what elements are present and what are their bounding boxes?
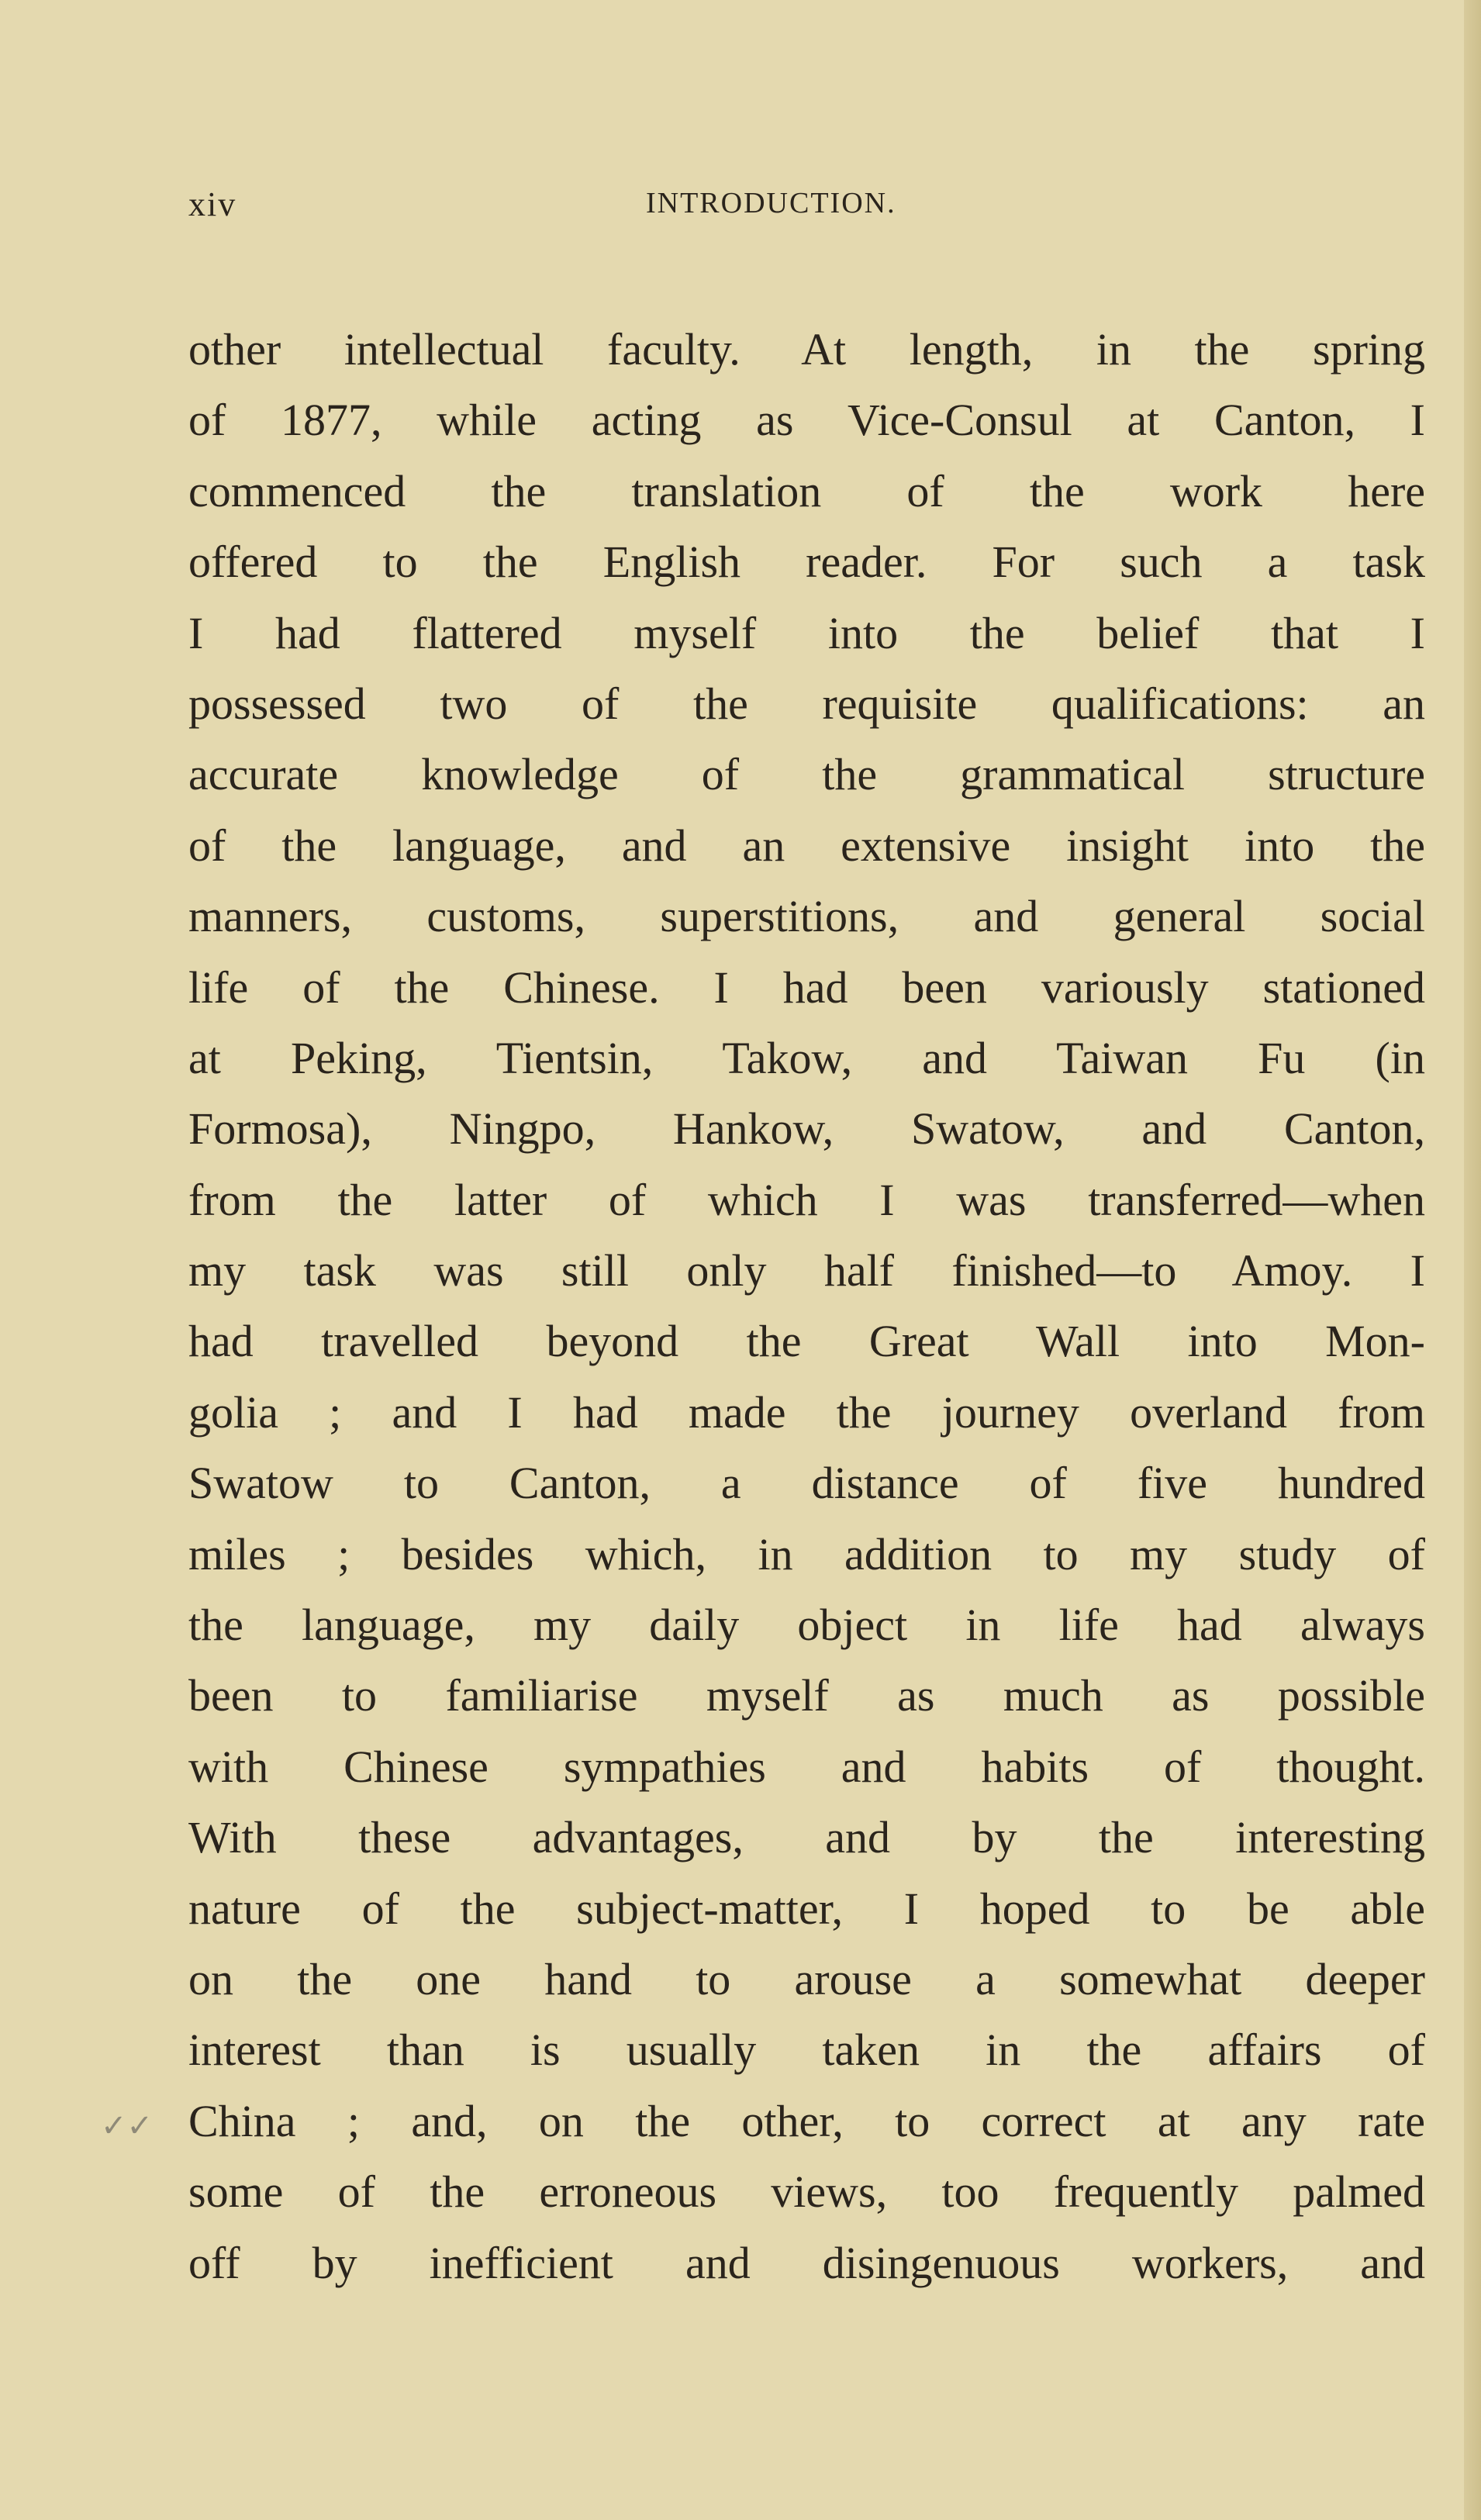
text-line: China ; and, on the other, to correct at any rate bbox=[188, 2095, 1425, 2146]
text-line: of the language, and an extensive insight into the bbox=[188, 820, 1425, 871]
text-line: I had flattered myself into the belief that I bbox=[188, 607, 1425, 658]
text-line: with Chinese sympathies and habits of thought. bbox=[188, 1741, 1425, 1792]
page-header bbox=[188, 185, 1421, 231]
body-text bbox=[188, 314, 1425, 2298]
text-line: other intellectual faculty. At length, in the spring bbox=[188, 324, 1425, 375]
text-line: from the latter of which I was transferred—when bbox=[188, 1174, 1425, 1225]
text-line: accurate knowledge of the grammatical structure bbox=[188, 749, 1425, 800]
text-line: interest than is usually taken in the affairs of bbox=[188, 2025, 1425, 2076]
text-line: of 1877, while acting as Vice-Consul at Canton, I bbox=[188, 395, 1425, 446]
text-line: With these advantages, and by the interesting bbox=[188, 1812, 1425, 1863]
text-line: the language, my daily object in life had always bbox=[188, 1600, 1425, 1651]
text-line: commenced the translation of the work here bbox=[188, 465, 1425, 516]
text-line: golia ; and I had made the journey overland from bbox=[188, 1386, 1425, 1438]
text-line: possessed two of the requisite qualifications: an bbox=[188, 678, 1425, 729]
text-line: life of the Chinese. I had been variously stationed bbox=[188, 961, 1425, 1013]
text-line: had travelled beyond the Great Wall into Mon- bbox=[188, 1316, 1425, 1367]
page-number: xiv bbox=[188, 185, 237, 223]
text-line: nature of the subject-matter, I hoped to be able bbox=[188, 1883, 1425, 1934]
text-line: at Peking, Tientsin, Takow, and Taiwan Fu (in bbox=[188, 1032, 1425, 1083]
text-line: manners, customs, superstitions, and general social bbox=[188, 891, 1425, 942]
running-head: INTRODUCTION. bbox=[646, 187, 896, 219]
page-edge bbox=[1464, 0, 1481, 2520]
pencil-checkmark-icon: ✓✓ bbox=[101, 2108, 154, 2143]
text-line: off by inefficient and disingenuous workers, and bbox=[188, 2237, 1425, 2288]
text-line: my task was still only half finished—to Amoy. I bbox=[188, 1245, 1425, 1296]
text-line: some of the erroneous views, too frequently palmed bbox=[188, 2166, 1425, 2218]
text-line: Swatow to Canton, a distance of five hundred bbox=[188, 1458, 1425, 1509]
text-line: been to familiarise myself as much as possible bbox=[188, 1670, 1425, 1721]
text-line: offered to the English reader. For such a task bbox=[188, 537, 1425, 588]
text-line: miles ; besides which, in addition to my study of bbox=[188, 1528, 1425, 1579]
text-line: Formosa), Ningpo, Hankow, Swatow, and Canton, bbox=[188, 1103, 1425, 1155]
text-line: on the one hand to arouse a somewhat deeper bbox=[188, 1953, 1425, 2004]
